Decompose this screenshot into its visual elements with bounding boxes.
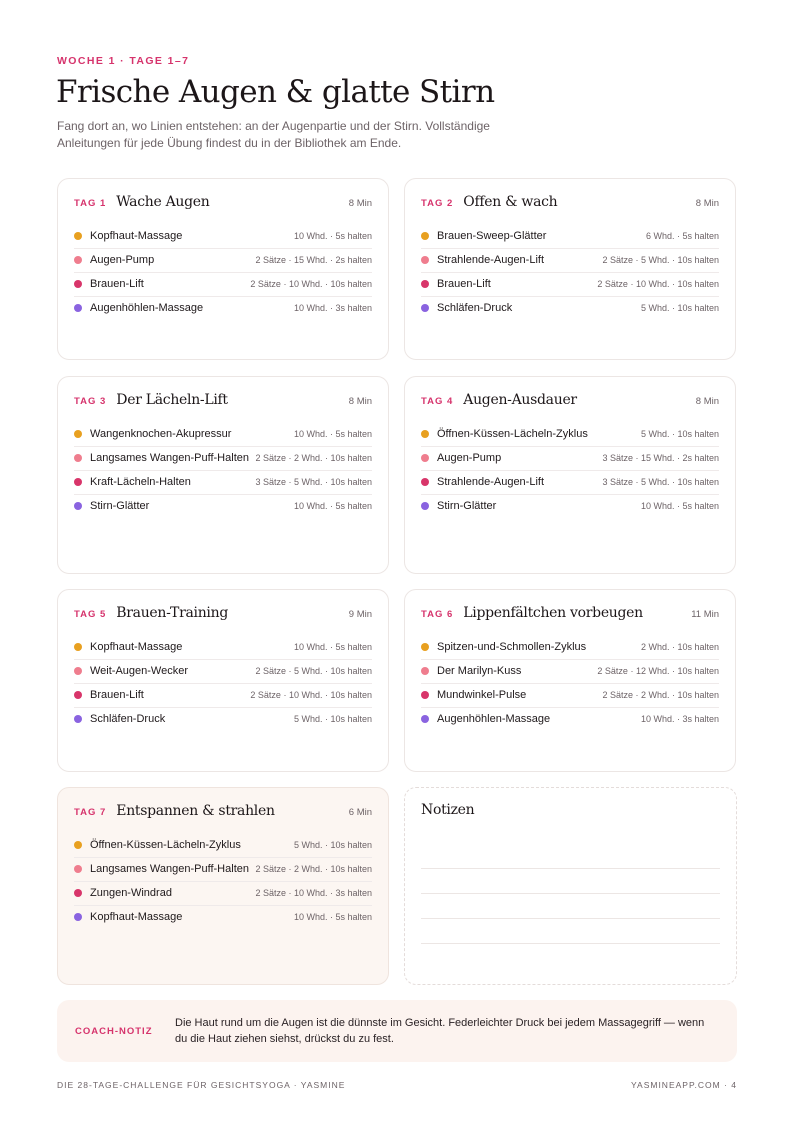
day-card-7 — [57, 787, 389, 985]
day-duration: 8 Min — [695, 198, 719, 209]
week-eyebrow: WOCHE 1 · TAGE 1–7 — [57, 55, 190, 67]
exercise-meta: 2 Sätze · 5 Whd. · 10s halten — [602, 255, 719, 265]
exercise-dot-icon — [421, 232, 429, 240]
exercise-dot-icon — [74, 304, 82, 312]
exercise-name: Kopfhaut-Massage — [90, 911, 183, 923]
exercise-dot-icon — [421, 502, 429, 510]
exercise-name: Zungen-Windrad — [90, 887, 172, 899]
day-card-header — [421, 590, 719, 636]
exercise-row — [74, 297, 372, 320]
exercise-dot-icon — [421, 304, 429, 312]
exercise-list — [74, 636, 372, 731]
exercise-name: Kopfhaut-Massage — [90, 230, 183, 242]
day-card-1 — [57, 178, 389, 360]
exercise-dot-icon — [421, 643, 429, 651]
day-tag: TAG 1 — [74, 198, 107, 209]
exercise-row — [74, 423, 372, 447]
exercise-name: Langsames Wangen-Puff-Halten — [90, 452, 249, 464]
day-duration: 8 Min — [348, 396, 372, 407]
exercise-dot-icon — [74, 478, 82, 486]
exercise-meta: 2 Whd. · 10s halten — [640, 642, 719, 652]
day-tag: TAG 7 — [74, 807, 107, 818]
day-title: Wache Augen — [116, 194, 210, 210]
exercise-name: Schläfen-Druck — [437, 302, 513, 314]
exercise-meta: 10 Whd. · 3s halten — [640, 714, 719, 724]
exercise-meta: 2 Sätze · 10 Whd. · 3s halten — [255, 888, 372, 898]
exercise-dot-icon — [74, 232, 82, 240]
exercise-name: Weit-Augen-Wecker — [90, 665, 189, 677]
day-card-6 — [404, 589, 736, 772]
day-duration: 8 Min — [348, 198, 372, 209]
exercise-row — [421, 660, 719, 684]
exercise-row — [74, 225, 372, 249]
exercise-meta: 2 Sätze · 15 Whd. · 2s halten — [255, 255, 372, 265]
day-duration: 6 Min — [348, 807, 372, 818]
day-card-2 — [404, 178, 736, 360]
coach-label: COACH-NOTIZ — [75, 1025, 153, 1037]
exercise-dot-icon — [74, 502, 82, 510]
intro-text: Fang dort an, wo Linien entstehen: an der Augenpartie und der Stirn. Vollständige Anleitungen für jede Übung findest du in der Bibliothek am Ende. — [57, 119, 490, 150]
exercise-meta: 10 Whd. · 5s halten — [293, 642, 372, 652]
exercise-list — [421, 423, 719, 518]
exercise-meta: 5 Whd. · 10s halten — [640, 429, 719, 439]
exercise-row — [74, 684, 372, 708]
exercise-meta: 2 Sätze · 12 Whd. · 10s halten — [597, 666, 719, 676]
exercise-dot-icon — [74, 643, 82, 651]
note-line — [421, 844, 720, 869]
note-line — [421, 894, 720, 919]
exercise-meta: 5 Whd. · 10s halten — [293, 840, 372, 850]
exercise-row — [421, 684, 719, 708]
exercise-row — [74, 858, 372, 882]
exercise-meta: 3 Sätze · 5 Whd. · 10s halten — [255, 477, 372, 487]
exercise-list — [421, 636, 719, 731]
exercise-meta: 2 Sätze · 2 Whd. · 10s halten — [602, 690, 719, 700]
exercise-name: Brauen-Lift — [437, 278, 491, 290]
exercise-meta: 2 Sätze · 10 Whd. · 10s halten — [597, 279, 719, 289]
day-title: Lippenfältchen vorbeugen — [463, 605, 643, 621]
day-tag: TAG 2 — [421, 198, 454, 209]
exercise-meta: 5 Whd. · 10s halten — [640, 303, 719, 313]
exercise-list — [421, 225, 719, 320]
exercise-row — [74, 882, 372, 906]
exercise-dot-icon — [74, 715, 82, 723]
exercise-row — [421, 225, 719, 249]
note-line — [421, 869, 720, 894]
exercise-name: Brauen-Lift — [90, 689, 144, 701]
note-line — [421, 919, 720, 944]
exercise-name: Strahlende-Augen-Lift — [437, 254, 545, 266]
exercise-name: Stirn-Glätter — [90, 500, 150, 512]
exercise-row — [74, 636, 372, 660]
day-tag: TAG 6 — [421, 609, 454, 620]
day-duration: 11 Min — [691, 609, 719, 620]
exercise-row — [421, 447, 719, 471]
exercise-name: Augenhöhlen-Massage — [437, 713, 551, 725]
day-card-header — [74, 179, 372, 225]
exercise-row — [421, 423, 719, 447]
exercise-name: Augenhöhlen-Massage — [90, 302, 204, 314]
day-duration: 8 Min — [695, 396, 719, 407]
exercise-row — [74, 447, 372, 471]
exercise-dot-icon — [421, 430, 429, 438]
exercise-dot-icon — [74, 430, 82, 438]
exercise-dot-icon — [74, 889, 82, 897]
footer-left: DIE 28-TAGE-CHALLENGE FÜR GESICHTSYOGA · YASMINE — [57, 1080, 346, 1090]
exercise-name: Augen-Pump — [90, 254, 155, 266]
exercise-dot-icon — [74, 841, 82, 849]
exercise-dot-icon — [421, 667, 429, 675]
exercise-meta: 10 Whd. · 5s halten — [293, 231, 372, 241]
exercise-row — [74, 660, 372, 684]
exercise-name: Kraft-Lächeln-Halten — [90, 476, 191, 488]
exercise-dot-icon — [421, 256, 429, 264]
exercise-name: Strahlende-Augen-Lift — [437, 476, 545, 488]
day-tag: TAG 5 — [74, 609, 107, 620]
exercise-meta: 10 Whd. · 5s halten — [293, 912, 372, 922]
exercise-meta: 2 Sätze · 10 Whd. · 10s halten — [250, 279, 372, 289]
exercise-name: Wangenknochen-Akupressur — [90, 428, 232, 440]
exercise-dot-icon — [74, 913, 82, 921]
exercise-dot-icon — [421, 715, 429, 723]
day-tag: TAG 4 — [421, 396, 454, 407]
exercise-row — [74, 834, 372, 858]
exercise-dot-icon — [421, 454, 429, 462]
exercise-row — [74, 906, 372, 929]
exercise-name: Augen-Pump — [437, 452, 502, 464]
exercise-row — [421, 249, 719, 273]
exercise-meta: 5 Whd. · 10s halten — [293, 714, 372, 724]
exercise-name: Kopfhaut-Massage — [90, 641, 183, 653]
exercise-meta: 2 Sätze · 2 Whd. · 10s halten — [255, 453, 372, 463]
day-duration: 9 Min — [348, 609, 372, 620]
exercise-row — [421, 471, 719, 495]
exercise-name: Stirn-Glätter — [437, 500, 497, 512]
exercise-dot-icon — [421, 478, 429, 486]
exercise-dot-icon — [421, 691, 429, 699]
notes-title: Notizen — [421, 802, 475, 818]
exercise-row — [421, 273, 719, 297]
exercise-name: Schläfen-Druck — [90, 713, 166, 725]
exercise-dot-icon — [74, 280, 82, 288]
exercise-row — [74, 471, 372, 495]
exercise-meta: 10 Whd. · 3s halten — [293, 303, 372, 313]
exercise-name: Mundwinkel-Pulse — [437, 689, 527, 701]
exercise-name: Öffnen-Küssen-Lächeln-Zyklus — [90, 839, 241, 851]
exercise-meta: 3 Sätze · 15 Whd. · 2s halten — [602, 453, 719, 463]
day-title: Der Lächeln-Lift — [116, 392, 228, 408]
exercise-name: Brauen-Lift — [90, 278, 144, 290]
day-title: Brauen-Training — [116, 605, 228, 621]
day-title: Offen & wach — [463, 194, 558, 210]
day-card-header — [74, 590, 372, 636]
day-card-header — [74, 788, 372, 834]
day-title: Entspannen & strahlen — [116, 803, 275, 819]
day-card-3 — [57, 376, 389, 574]
day-tag: TAG 3 — [74, 396, 107, 407]
exercise-list — [74, 225, 372, 320]
exercise-meta: 2 Sätze · 10 Whd. · 10s halten — [250, 690, 372, 700]
exercise-row — [421, 495, 719, 518]
notes-box[interactable] — [404, 787, 737, 985]
exercise-dot-icon — [74, 865, 82, 873]
exercise-name: Öffnen-Küssen-Lächeln-Zyklus — [437, 428, 588, 440]
exercise-meta: 10 Whd. · 5s halten — [293, 501, 372, 511]
exercise-dot-icon — [421, 280, 429, 288]
exercise-name: Der Marilyn-Kuss — [437, 665, 522, 677]
exercise-meta: 2 Sätze · 2 Whd. · 10s halten — [255, 864, 372, 874]
day-card-header — [74, 377, 372, 423]
day-card-header — [421, 377, 719, 423]
exercise-dot-icon — [74, 454, 82, 462]
exercise-row — [74, 708, 372, 731]
exercise-row — [74, 495, 372, 518]
day-card-5 — [57, 589, 389, 772]
footer-page-number: YASMINEAPP.COM · 4 — [630, 1080, 737, 1090]
exercise-meta: 10 Whd. · 5s halten — [293, 429, 372, 439]
page-title: Frische Augen & glatte Stirn — [56, 74, 495, 110]
exercise-list — [74, 423, 372, 518]
day-title: Augen-Ausdauer — [463, 392, 577, 408]
coach-note — [57, 1000, 737, 1062]
day-card-4 — [404, 376, 736, 574]
exercise-name: Brauen-Sweep-Glätter — [437, 230, 547, 242]
coach-text: Die Haut rund um die Augen ist die dünnste im Gesicht. Federleichter Druck bei jedem Massagegriff — wenn du die Haut ziehen siehst, drückst du zu fest. — [175, 1017, 705, 1045]
exercise-name: Langsames Wangen-Puff-Halten — [90, 863, 249, 875]
exercise-row — [421, 297, 719, 320]
exercise-meta: 10 Whd. · 5s halten — [640, 501, 719, 511]
exercise-meta: 2 Sätze · 5 Whd. · 10s halten — [255, 666, 372, 676]
exercise-meta: 3 Sätze · 5 Whd. · 10s halten — [602, 477, 719, 487]
exercise-dot-icon — [74, 256, 82, 264]
exercise-row — [421, 708, 719, 731]
exercise-dot-icon — [74, 691, 82, 699]
exercise-row — [74, 249, 372, 273]
day-card-header — [421, 179, 719, 225]
exercise-meta: 6 Whd. · 5s halten — [645, 231, 719, 241]
exercise-name: Spitzen-und-Schmollen-Zyklus — [437, 641, 587, 653]
exercise-list — [74, 834, 372, 929]
exercise-dot-icon — [74, 667, 82, 675]
exercise-row — [421, 636, 719, 660]
exercise-row — [74, 273, 372, 297]
